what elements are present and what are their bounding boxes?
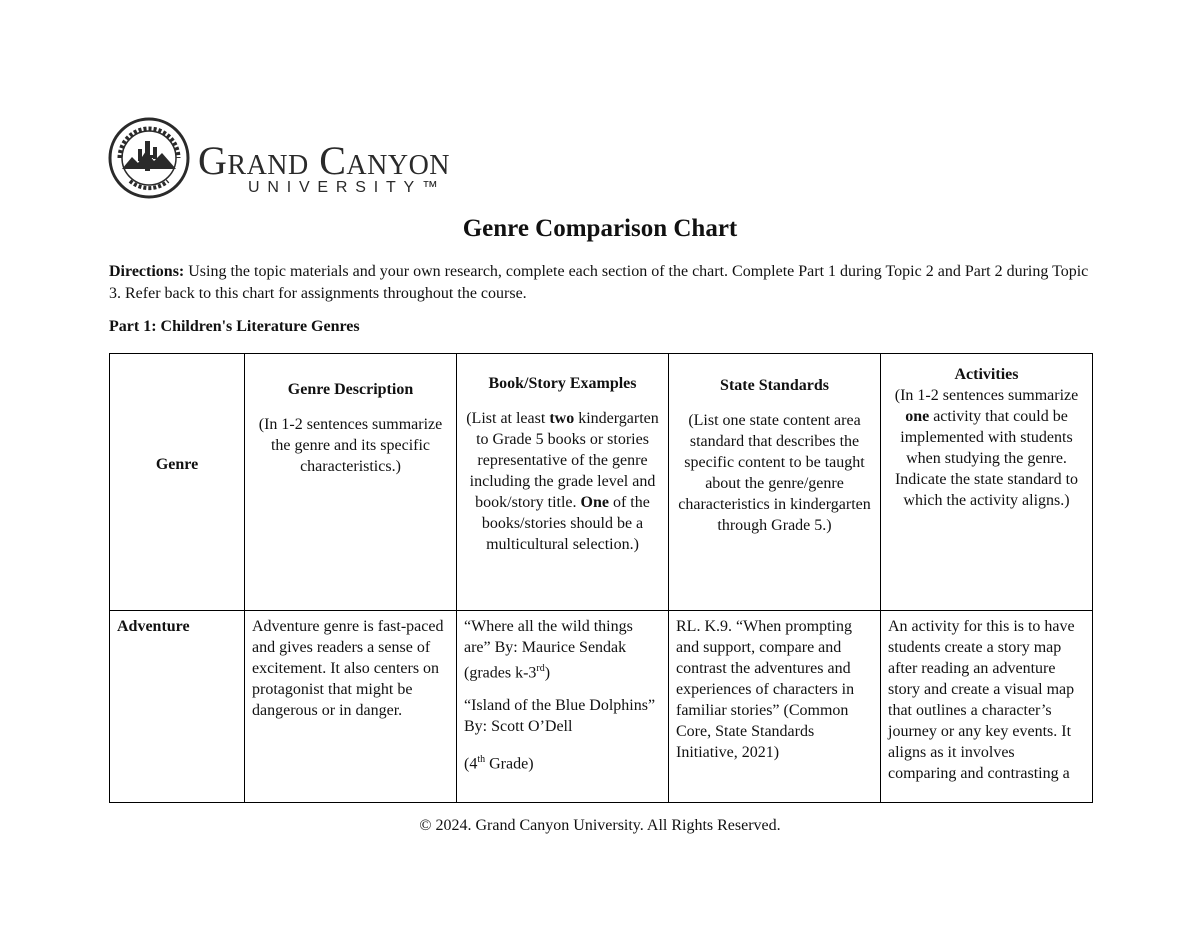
directions-label: Directions: [109,263,185,280]
header-standards [669,354,881,611]
example-1: “Where all the wild things are” By: Maurice Sendak (grades k-3rd) [464,618,633,682]
header-genre: Genre [110,354,245,611]
row-standard: RL. K.9. “When prompting and support, compare and contrast the adventures and experiences of characters in familiar stories” (Common Core, State Standards Initiative, 2021) [669,611,881,803]
header-standards-note: (List one state content area standard that describes the specific content to be taught about the genre/genre characteristics in kindergarten through Grade 5.) [678,412,871,534]
header-examples-title: Book/Story Examples [488,375,637,392]
header-activities [881,354,1093,611]
page-title: Genre Comparison Chart [462,215,738,242]
genre-comparison-table [109,353,1093,803]
logo-name-line-1: Grand Canyon [198,138,451,183]
university-seal-icon [108,117,190,199]
header-description-title: Genre Description [287,381,414,398]
header-description-note: (In 1-2 sentences summarize the genre and its specific characteristics.) [258,416,443,475]
header-description [245,354,457,611]
gcu-logo [108,117,488,201]
directions [109,261,1099,305]
row-description: Adventure genre is fast-paced and gives readers a sense of excitement. It also centers on protagonist that might be dangerous or in danger. [245,611,457,803]
header-standards-title: State Standards [720,377,829,394]
header-activities-note: (In 1-2 sentences summarize one activity that could be implemented with students when studying the genre. Indicate the state standard to which the activity aligns.) [894,387,1079,509]
logo-name-line-2: UNIVERSITY™ [248,179,446,196]
example-2: “Island of the Blue Dolphins” By: Scott O’Dell [464,697,656,736]
header-activities-title: Activities [954,366,1019,383]
row-genre: Adventure [110,611,245,803]
header-examples [457,354,669,611]
table-header-row [110,354,1093,611]
header-examples-note: (List at least two kindergarten to Grade 5 books or stories representative of the genre including the grade level and book/story title. One of the books/stories should be a multicultural selection.) [466,410,659,553]
part-heading: Part 1: Children's Literature Genres [109,318,360,335]
copyright-footer: © 2024. Grand Canyon University. All Rights Reserved. [419,817,781,834]
example-2-grade: (4th Grade) [464,754,534,773]
row-activity: An activity for this is to have students create a story map after reading an adventure story and create a visual map that outlines a character’s journey or any key events. It aligns as it involves comparing and contrasting a [881,611,1093,803]
directions-text: Using the topic materials and your own research, complete each section of the chart. Complete Part 1 during Topic 2 and Part 2 during Topic 3. Refer back to this chart for assignments throughout the course. [109,263,1089,302]
table-row [110,611,1093,803]
row-examples [457,611,669,803]
